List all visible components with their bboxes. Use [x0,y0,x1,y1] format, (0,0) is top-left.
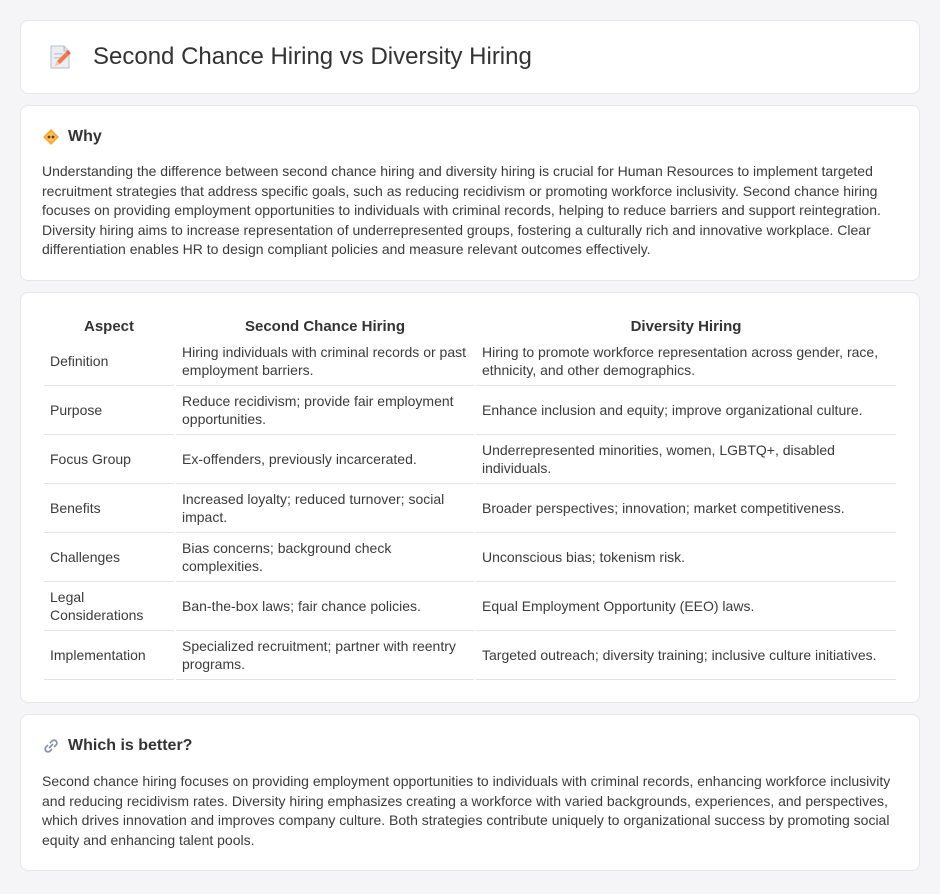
why-heading [42,128,898,146]
ribbon-icon [42,128,60,146]
row-aspect: Purpose [44,386,174,435]
header-card [20,20,920,94]
why-text: Understanding the difference between second chance hiring and diversity hiring is crucial for Human Resources to implement targeted recruitment strategies that address specific goals, such as reducing recidivism or promoting workforce inclusivity. Second chance hiring focuses on providing employment opportunities to individuals with criminal records, helping to reduce barriers and support reintegration. Diversity hiring aims to increase representation of underrepresented groups, fostering a culturally rich and innovative workplace. Clear differentiation enables HR to design compliant policies and measure relevant outcomes effectively. [42,163,881,258]
document-edit-icon [45,42,75,72]
table-row [44,631,896,680]
row-aspect: Benefits [44,484,174,533]
row-aspect: Implementation [44,631,174,680]
comparison-table [42,313,898,680]
table-row [44,386,896,435]
row-diversity: Equal Employment Opportunity (EEO) laws. [476,582,896,631]
row-second-chance: Bias concerns; background check complexities. [176,533,474,582]
which-section [20,714,920,871]
comparison-table-card [20,292,920,703]
row-diversity: Hiring to promote workforce representation across gender, race, ethnicity, and other demographics. [476,337,896,386]
row-second-chance: Specialized recruitment; partner with reentry programs. [176,631,474,680]
table-row [44,337,896,386]
row-aspect: Challenges [44,533,174,582]
header-aspect: Aspect [83,317,135,335]
header-diversity: Diversity Hiring [630,317,742,335]
row-second-chance: Reduce recidivism; provide fair employment opportunities. [176,386,474,435]
why-section [20,105,920,281]
row-diversity: Enhance inclusion and equity; improve organizational culture. [476,386,896,435]
header-second-chance: Second Chance Hiring [244,317,406,335]
table-row [44,582,896,631]
row-aspect: Legal Considerations [44,582,174,631]
row-diversity: Unconscious bias; tokenism risk. [476,533,896,582]
row-second-chance: Ban-the-box laws; fair chance policies. [176,582,474,631]
row-diversity: Underrepresented minorities, women, LGBTQ+, disabled individuals. [476,435,896,484]
which-text: Second chance hiring focuses on providing employment opportunities to individuals with criminal records, enhancing workforce inclusivity and reducing recidivism rates. Diversity hiring emphasizes creating a workforce with varied backgrounds, experiences, and perspectives, which drives innovation and improves company culture. Both strategies contribute uniquely to organizational success by promoting social equity and enhancing talent pools. [42,772,891,848]
link-icon [42,737,60,755]
which-heading [42,737,898,755]
row-diversity: Targeted outreach; diversity training; inclusive culture initiatives. [476,631,896,680]
row-aspect: Definition [44,337,174,386]
page-title: Second Chance Hiring vs Diversity Hiring [93,43,532,70]
why-title: Why [68,128,102,145]
which-title: Which is better? [68,736,193,754]
table-row [44,484,896,533]
row-second-chance: Increased loyalty; reduced turnover; social impact. [176,484,474,533]
row-diversity: Broader perspectives; innovation; market competitiveness. [476,484,896,533]
table-row [44,435,896,484]
table-header-row [44,313,896,337]
table-row [44,533,896,582]
row-second-chance: Ex-offenders, previously incarcerated. [176,435,474,484]
row-aspect: Focus Group [44,435,174,484]
row-second-chance: Hiring individuals with criminal records or past employment barriers. [176,337,474,386]
